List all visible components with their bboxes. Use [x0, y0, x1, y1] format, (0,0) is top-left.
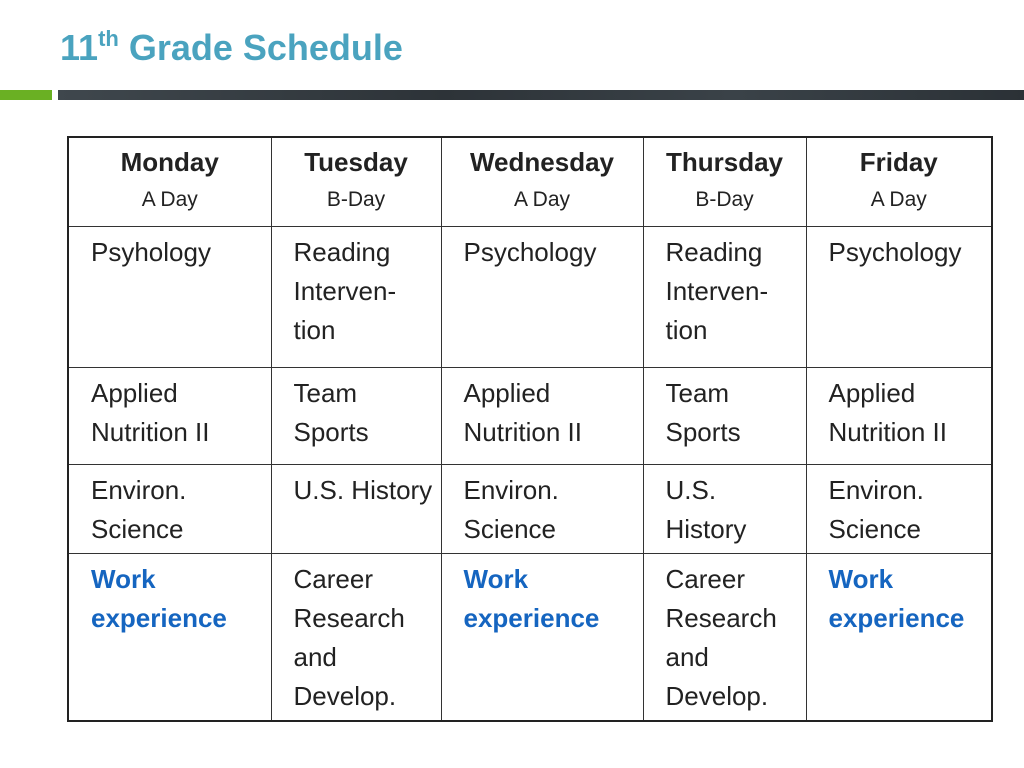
column-header-monday [68, 137, 271, 227]
table-cell [441, 368, 643, 465]
column-header-friday [806, 137, 992, 227]
class-name: U.S. History [665, 475, 747, 544]
column-header-thursday [643, 137, 806, 227]
class-name: Environ. Science [463, 475, 559, 544]
day-type: A Day [870, 188, 927, 211]
class-name-highlighted: Work experience [91, 564, 227, 633]
header-row [68, 137, 992, 227]
table-cell [68, 554, 271, 722]
accent-bar-green [0, 90, 52, 100]
table-cell [643, 227, 806, 368]
class-name: Applied Nutrition II [91, 378, 210, 447]
column-header-tuesday [271, 137, 441, 227]
day-type: B-Day [326, 188, 386, 211]
table-row [68, 227, 992, 368]
day-name: Monday [120, 147, 219, 177]
day-name: Tuesday [304, 147, 408, 177]
title-text: Grade Schedule [118, 27, 403, 68]
table-cell [271, 227, 441, 368]
page-title [60, 22, 403, 74]
class-name-highlighted: Work experience [463, 564, 600, 633]
class-name: Career Research and Develop. [665, 564, 777, 711]
class-name: U.S. History [293, 475, 433, 505]
table-cell [806, 465, 992, 554]
schedule-table [67, 136, 993, 722]
table-cell [271, 368, 441, 465]
day-name: Thursday [665, 147, 784, 177]
class-name: Psyhology [91, 237, 211, 267]
accent-bar-dark [58, 90, 1024, 100]
table-cell [68, 227, 271, 368]
table-cell [441, 227, 643, 368]
class-name: Reading Interven-tion [293, 237, 397, 345]
table-row [68, 368, 992, 465]
day-type: B-Day [695, 188, 754, 211]
class-name: Environ. Science [91, 475, 187, 544]
table-cell [271, 465, 441, 554]
table-cell [441, 554, 643, 722]
class-name-highlighted: Work experience [828, 564, 965, 633]
column-header-wednesday [441, 137, 643, 227]
table-cell [806, 554, 992, 722]
class-name: Career Research and Develop. [293, 564, 405, 711]
class-name: Psychology [828, 237, 962, 267]
table-cell [643, 554, 806, 722]
class-name: Team Sports [293, 378, 369, 447]
class-name: Applied Nutrition II [828, 378, 947, 447]
class-name: Reading Interven-tion [665, 237, 769, 345]
table-cell [68, 465, 271, 554]
table-cell [806, 368, 992, 465]
class-name: Environ. Science [828, 475, 924, 544]
class-name: Team Sports [665, 378, 741, 447]
table-cell [643, 465, 806, 554]
table-cell [643, 368, 806, 465]
table-cell [271, 554, 441, 722]
title-ordinal-suffix: th [98, 26, 119, 51]
day-type: A Day [513, 188, 571, 211]
day-name: Friday [859, 147, 938, 177]
day-name: Wednesday [469, 147, 614, 177]
table-row [68, 554, 992, 722]
table-row [68, 465, 992, 554]
table-cell [441, 465, 643, 554]
table-cell [68, 368, 271, 465]
class-name: Applied Nutrition II [463, 378, 582, 447]
class-name: Psychology [463, 237, 597, 267]
day-type: A Day [141, 188, 198, 211]
table-cell [806, 227, 992, 368]
title-number: 11 [60, 27, 99, 68]
